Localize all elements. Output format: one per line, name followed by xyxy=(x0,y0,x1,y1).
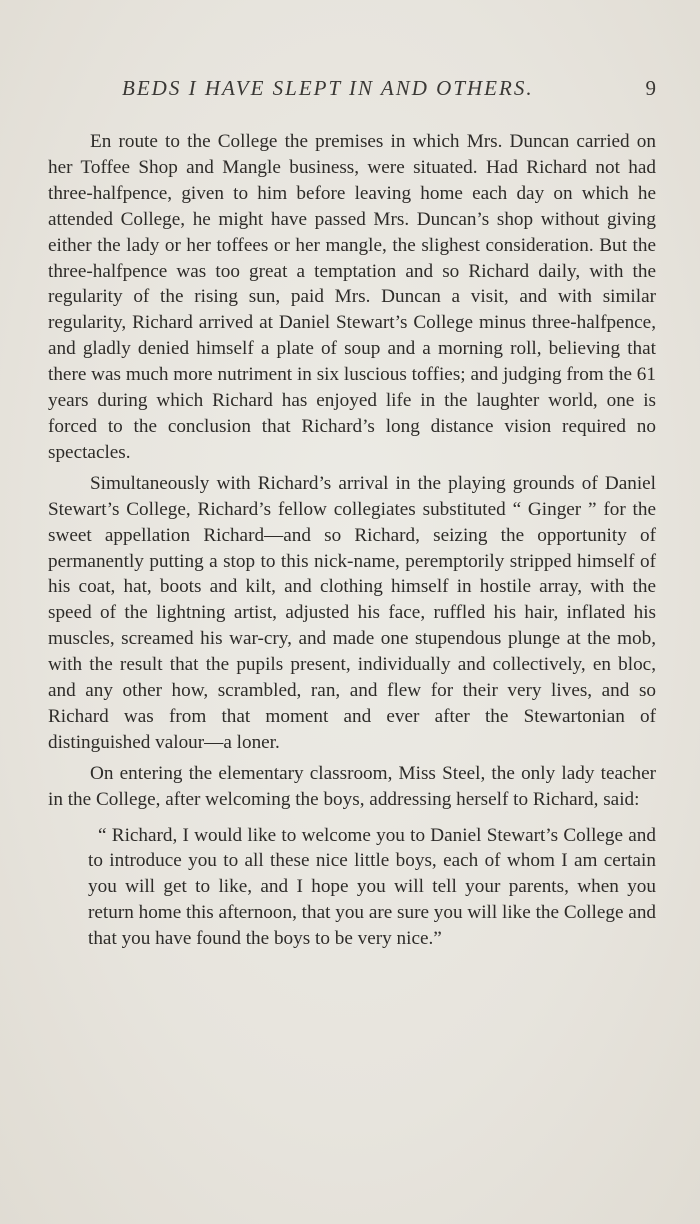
running-head xyxy=(48,76,660,106)
paragraph-classroom: On entering the elementary classroom, Miss Steel, the only lady teacher in the College, after welcoming the boys, addressing herself to Richard, said: xyxy=(48,762,656,810)
page-number: 9 xyxy=(645,76,656,100)
paragraph-ginger: Simultaneously with Richard’s arrival in the playing grounds of Daniel Stewart’s College, Richard’s fellow collegiates substituted “ Ginger ” for the sweet appellation Richard—and so Richard, seizing the opportunity of permanently putting a stop to this nick-name, peremptorily stripped himself of his coat, hat, boots and kilt, and clothing himself in hostile array, with the speed of the lightning artist, adjusted his face, ruffled his hair, inflated his muscles, screamed his war-cry, and made one stupendous plunge at the mob, with the result that the pupils present, individually and collectively, en bloc, and any other how, scrambled, ran, and flew for their very lives, and so Richard was from that moment and ever after the Stewartonian of distinguished valour—a loner. xyxy=(48,472,656,753)
body-text xyxy=(48,129,656,952)
paragraph-toffee-shop: En route to the College the premises in which Mrs. Duncan carried on her Toffee Shop and Mangle business, were situated. Had Richard not had three-halfpence, given to him before leaving home each day on which he attended College, he might have passed Mrs. Duncan’s shop without giving either the lady or her toffees or her mangle, the slighest consideration. But the three-halfpence was too great a temptation and so Richard daily, with the regularity of the rising sun, paid Mrs. Duncan a visit, and with similar regularity, Richard arrived at Daniel Stewart’s College minus three-halfpence, and gladly denied himself a plate of soup and a morning roll, believing that there was much more nutriment in six luscious toffies; and judging from the 61 years during which Richard has enjoyed life in the laughter world, one is forced to the conclusion that Richard’s long distance vision required no spectacles. xyxy=(48,131,656,463)
quote-miss-steel: “ Richard, I would like to welcome you to Daniel Stewart’s College and to introduce you to all these nice little boys, each of whom I am certain you will get to like, and I hope you will tell your parents, when you return home this afternoon, that you are sure you will like the College and that you have found the boys to be very nice.” xyxy=(88,824,657,950)
running-title: BEDS I HAVE SLEPT IN AND OTHERS. xyxy=(122,76,534,100)
